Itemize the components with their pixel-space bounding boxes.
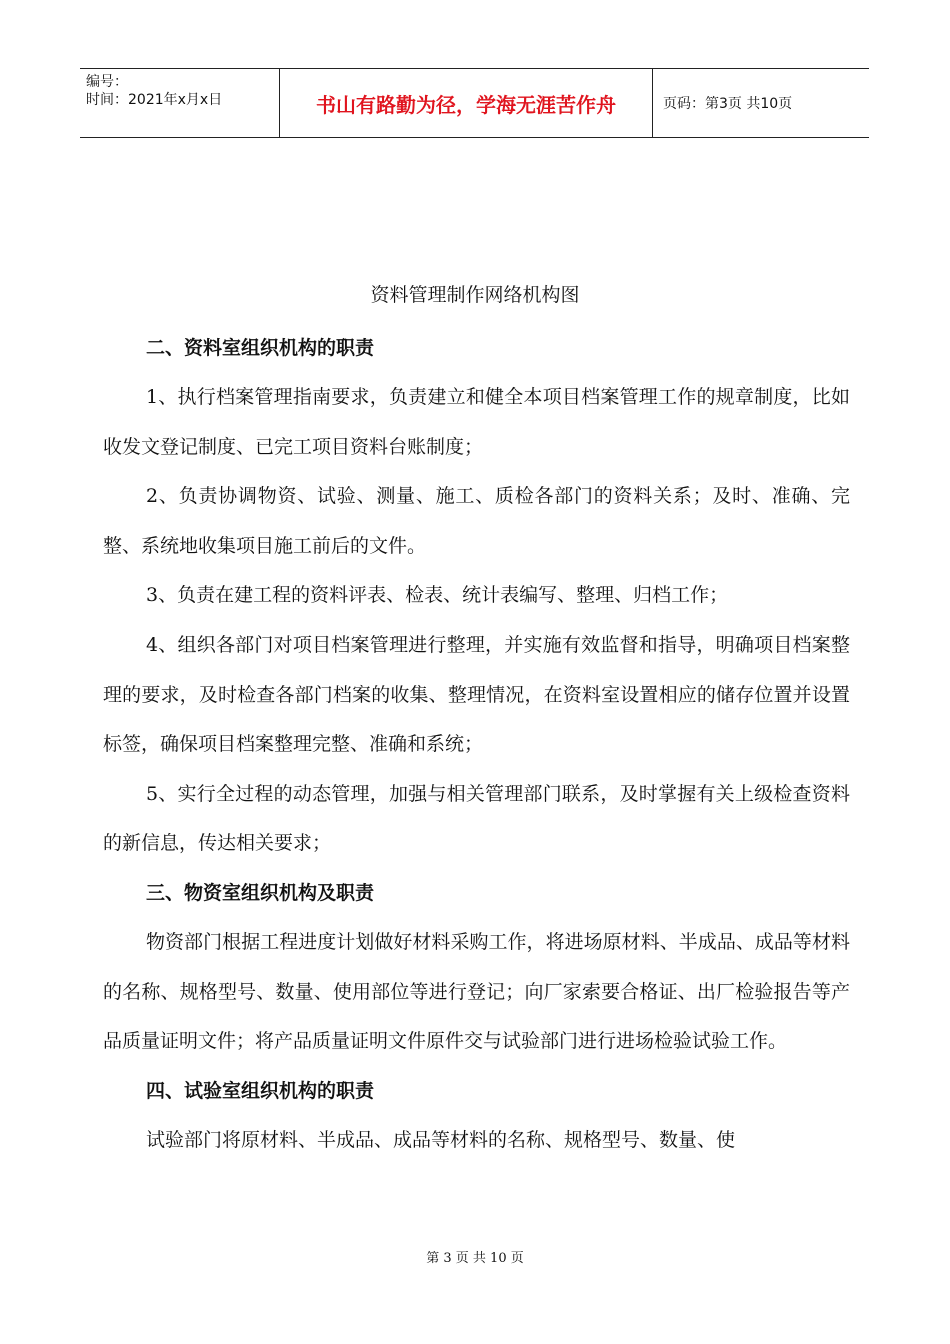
paragraph-materials: 物资部门根据工程进度计划做好材料采购工作，将进场原材料、半成品、成品等材料的名称、规格型号、数量、使用部位等进行登记；向厂家索要合格证、出厂检验报告等产品质量证明文件；将产品质量证明文件原件交与试验部门进行进场检验试验工作。	[103, 930, 850, 1053]
paragraph-item-2: 2、负责协调物资、试验、测量、施工、质检各部门的资料关系；及时、准确、完整、系统地收集项目施工前后的文件。	[103, 485, 850, 557]
page-footer: 第 3 页 共 10 页	[426, 1251, 524, 1266]
section-heading-archive-room: 二、资料室组织机构的职责	[146, 337, 375, 359]
header-meta	[80, 69, 280, 137]
document-body	[103, 324, 850, 1165]
document-number-label: 编号：	[86, 74, 128, 90]
section-heading-materials-room: 三、物资室组织机构及职责	[146, 881, 375, 904]
figure-caption: 资料管理制作网络机构图	[370, 284, 580, 306]
page-header	[80, 68, 869, 138]
paragraph-item-3: 3、负责在建工程的资料评表、检表、统计表编写、整理、归档工作；	[146, 584, 729, 607]
header-page-info: 页码：第3页 共10页	[663, 96, 793, 112]
section-heading-lab-room: 四、试验室组织机构的职责	[146, 1079, 375, 1102]
paragraph-item-4: 4、组织各部门对项目档案管理进行整理，并实施有效监督和指导，明确项目档案整理的要求，及时检查各部门档案的收集、整理情况，在资料室设置相应的储存位置并设置标签，确保项目档案整理完整、准确和系统；	[103, 633, 850, 756]
paragraph-lab: 试验部门将原材料、半成品、成品等材料的名称、规格型号、数量、使	[146, 1128, 736, 1151]
document-date: 时间：2021年x月x日	[86, 92, 223, 108]
paragraph-item-1: 1、执行档案管理指南要求，负责建立和健全本项目档案管理工作的规章制度，比如收发文登记制度、已完工项目资料台账制度；	[103, 386, 850, 458]
paragraph-item-5: 5、实行全过程的动态管理，加强与相关管理部门联系，及时掌握有关上级检查资料的新信息，传达相关要求；	[103, 782, 850, 855]
header-motto: 书山有路勤为径，学海无涯苦作舟	[280, 69, 653, 137]
